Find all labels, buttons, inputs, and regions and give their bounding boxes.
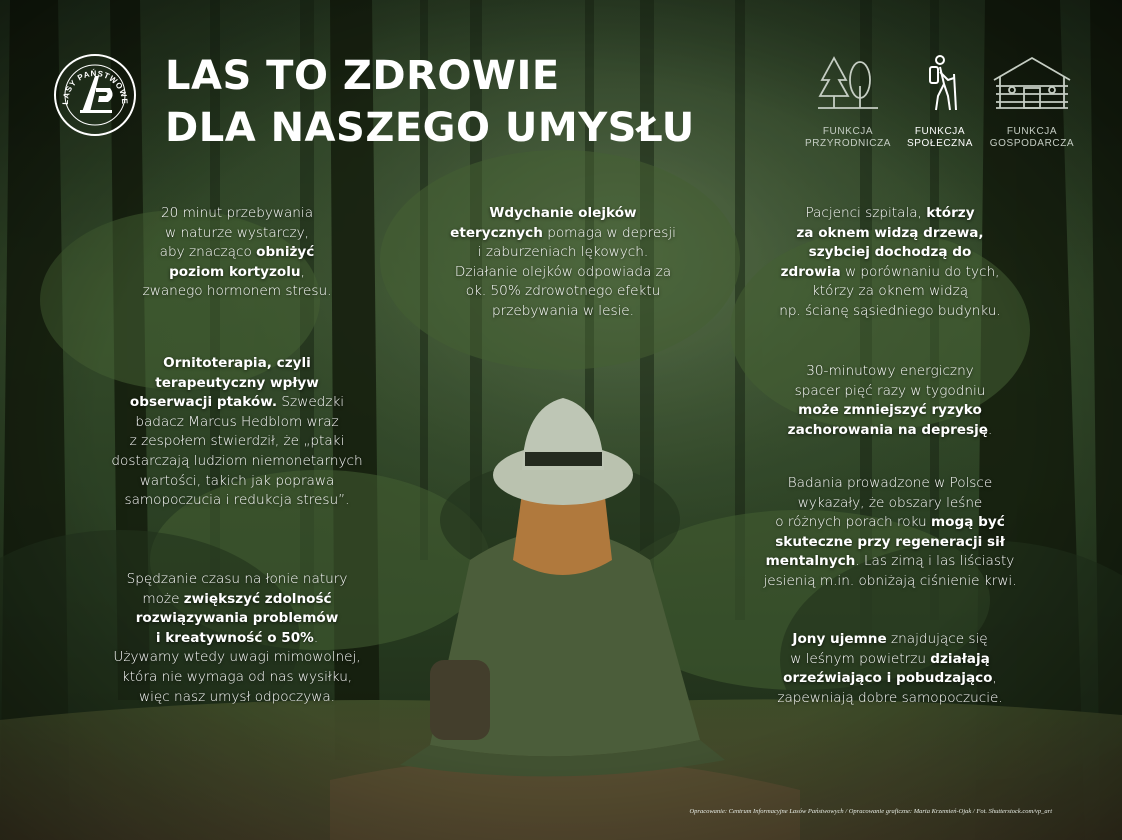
text-line: Spędzanie czasu na łonie natury	[126, 571, 348, 587]
function-social	[892, 52, 988, 150]
text-line: może zwiększyć zdolność	[142, 590, 332, 607]
block-hospital-patients	[735, 204, 1045, 322]
text-line: o różnych porach roku mogą być	[775, 514, 1005, 531]
text-line: 30-minutowy energiczny	[806, 363, 974, 379]
text-line: więc nasz umysł odpoczywa.	[138, 688, 336, 705]
text-line: za oknem widzą drzewa,	[796, 224, 984, 241]
text-line: Działanie olejków odpowiada za	[454, 263, 672, 280]
text-line: skuteczne przy regeneracji sił	[775, 533, 1005, 550]
function-nature-label-1: FUNKCJA	[822, 126, 874, 137]
text-line: dostarczają ludziom niemonetarnych	[111, 452, 363, 469]
text-line: która nie wymaga od nas wysiłku,	[121, 668, 353, 685]
lp-logo-text	[58, 58, 132, 132]
trees-icon	[816, 52, 880, 116]
forest-functions	[800, 52, 1080, 162]
function-economic-label-1: FUNKCJA	[1006, 126, 1058, 137]
function-nature	[800, 52, 896, 150]
text-line: terapeutyczny wpływ	[155, 374, 319, 391]
text-line: wykazały, że obszary leśne	[797, 494, 983, 511]
text-line: mentalnych. Las zimą i las liściasty	[765, 553, 1015, 570]
text-line: badacz Marcus Hedblom wraz	[135, 413, 339, 430]
text-line: aby znacząco obniżyć	[159, 244, 315, 261]
block-polish-research	[730, 474, 1050, 592]
text-line: Jony ujemne znajdujące się	[792, 631, 988, 647]
page-title	[165, 50, 695, 154]
block-walking	[735, 362, 1045, 440]
text-line: w leśnym powietrzu działają	[790, 650, 990, 667]
text-line: spacer pięć razy w tygodniu	[794, 382, 986, 399]
function-economic	[984, 52, 1080, 150]
title-line-2: DLA NASZEGO UMYSŁU	[165, 105, 695, 151]
text-line: wartości, takich jak poprawa	[139, 472, 335, 489]
text-line: przebywania w lesie.	[491, 302, 634, 319]
block-negative-ions	[735, 630, 1045, 708]
text-line: orzeźwiająco i pobudzająco,	[783, 670, 997, 687]
text-line: i zaburzeniach lękowych.	[477, 244, 649, 261]
text-line: ok. 50% zdrowotnego efektu	[465, 283, 661, 300]
block-essential-oils	[408, 204, 718, 322]
title-line-1: LAS TO ZDROWIE	[165, 53, 560, 99]
hiker-icon	[908, 52, 972, 116]
text-line: 20 minut przebywania	[160, 205, 314, 221]
text-line: samopoczucia i redukcja stresu”.	[124, 492, 350, 509]
text-line: jesienią m.in. obniżają ciśnienie krwi.	[763, 572, 1017, 589]
function-social-label-1: FUNKCJA	[914, 126, 966, 137]
text-line: obserwacji ptaków. Szwedzki	[129, 394, 345, 411]
function-economic-label-2: GOSPODARCZA	[989, 138, 1075, 149]
text-line: Ornitoterapia, czyli	[163, 355, 311, 371]
photo-credit: Opracowanie: Centrum Informacyjne Lasów Państwowych / Opracowanie graficzne: Marta Krzemień-Ojak / Fot. Shutterstock.com/vp_art	[689, 808, 1052, 815]
text-line: z zespołem stwierdził, że „ptaki	[129, 433, 345, 450]
block-cortisol	[82, 204, 392, 302]
text-line: rozwiązywania problemów	[135, 610, 339, 627]
text-line: zdrowia w porównaniu do tych,	[780, 263, 1000, 280]
svg-text:LASY PAŃSTWOWE: LASY PAŃSTWOWE	[60, 68, 130, 105]
text-line: którzy za oknem widzą	[811, 283, 969, 300]
function-nature-label-2: PRZYRODNICZA	[804, 138, 892, 149]
block-creativity	[72, 570, 402, 707]
text-line: eterycznych pomaga w depresji	[450, 224, 676, 241]
text-line: poziom kortyzolu,	[169, 263, 305, 280]
text-line: zachorowania na depresję.	[787, 421, 993, 438]
text-line: Badania prowadzone w Polsce	[787, 475, 993, 491]
text-line: Używamy wtedy uwagi mimowolnej,	[113, 649, 361, 666]
text-line: szybciej dochodzą do	[808, 244, 972, 261]
text-line: zwanego hormonem stresu.	[142, 283, 332, 300]
text-line: i kreatywność o 50%.	[155, 629, 319, 646]
text-line: np. ścianę sąsiedniego budynku.	[779, 302, 1001, 319]
block-ornitotherapy	[82, 354, 392, 511]
text-line: zapewniają dobre samopoczucie.	[777, 689, 1003, 706]
log-cabin-icon	[990, 52, 1074, 116]
text-line: może zmniejszyć ryzyko	[798, 402, 982, 419]
text-line: Wdychanie olejków	[489, 205, 637, 221]
function-social-label-2: SPOŁECZNA	[907, 138, 973, 149]
text-line: Pacjenci szpitala, którzy	[805, 205, 975, 221]
text-line: w naturze wystarczy,	[165, 224, 309, 241]
